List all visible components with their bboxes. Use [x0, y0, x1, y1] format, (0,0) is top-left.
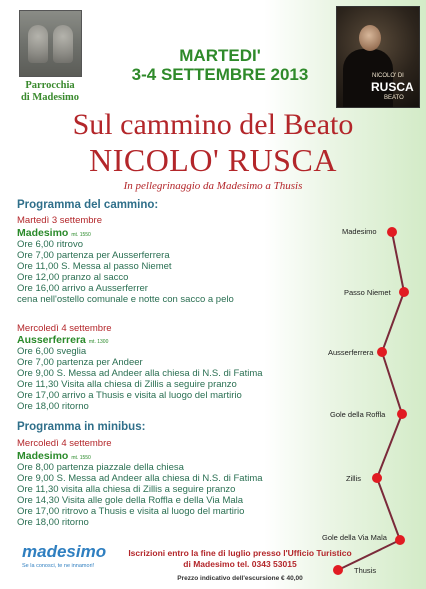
- route-stop-dot-gole-via-mala: [395, 535, 405, 545]
- schedule-item: Ore 9,00 S. Messa ad Andeer alla chiesa di N.S. di Fatima: [17, 472, 263, 484]
- walk-day1-place-name: Madesimo: [17, 227, 69, 239]
- schedule-item: Ore 11,30 visita alla chiesa di Zillis a seguire pranzo: [17, 483, 236, 495]
- route-label-madesimo: Madesimo: [342, 227, 377, 236]
- bus-altitude: mt. 1550: [71, 455, 91, 461]
- schedule-item: Ore 18,00 ritorno: [17, 400, 89, 412]
- title-line-1: Sul cammino del Beato: [72, 108, 354, 141]
- route-stop-dot-zillis: [372, 473, 382, 483]
- walk-day2-place-name: Ausserferrera: [17, 334, 86, 346]
- madesimo-logo: madesimo: [22, 542, 107, 561]
- date-range: 3-4 SETTEMBRE 2013: [131, 65, 309, 84]
- portrait-caption-small: NICOLO' DI: [372, 73, 404, 79]
- route-label-gole-via-mala: Gole della Via Mala: [322, 533, 387, 542]
- route-line: [338, 232, 404, 570]
- registration-line-1: Iscrizioni entro la fine di luglio presso l'Ufficio Turistico: [128, 548, 352, 558]
- schedule-item: Ore 14,30 Visita alle gole della Roffla e della Via Mala: [17, 494, 244, 506]
- schedule-item: Ore 18,00 ritorno: [17, 516, 89, 528]
- schedule-item: Ore 6,00 ritrovo: [17, 239, 83, 250]
- route-stop-dot-passo-niemet: [399, 287, 409, 297]
- schedule-item: Ore 17,00 ritrovo a Thusis e visita al luogo del martirio: [17, 505, 245, 517]
- schedule-item: Ore 6,00 sveglia: [17, 346, 87, 357]
- route-stop-dot-gole-roffla: [397, 409, 407, 419]
- route-stop-dot-ausserferrera: [377, 347, 387, 357]
- route-stop-dot-madesimo: [387, 227, 397, 237]
- route-label-thusis: Thusis: [354, 566, 377, 575]
- schedule-item: Ore 12,00 pranzo al sacco: [17, 271, 129, 283]
- walk-program-heading: Programma del cammino:: [17, 199, 159, 211]
- schedule-item: Ore 7,00 partenza per Ausserferrera: [17, 249, 170, 261]
- schedule-item: Ore 7,00 partenza per Andeer: [17, 356, 143, 368]
- date-weekday: MARTEDI': [179, 46, 261, 65]
- bus-date: Mercoledì 4 settembre: [17, 438, 112, 449]
- walk-day1-date: Martedì 3 settembre: [17, 215, 103, 226]
- bus-program-heading: Programma in minibus:: [17, 421, 146, 433]
- title-line-2: NICOLO' RUSCA: [89, 142, 337, 178]
- parish-line-2: di Madesimo: [20, 92, 80, 103]
- schedule-item: cena nell'ostello comunale e notte con sacco a pelo: [17, 293, 234, 305]
- route-label-ausserferrera: Ausserferrera: [328, 348, 374, 357]
- walk-day2-date: Mercoledì 4 settembre: [17, 323, 112, 334]
- portrait-caption-name: RUSCA: [371, 80, 414, 94]
- subtitle: In pellegrinaggio da Madesimo a Thusis: [123, 180, 303, 192]
- schedule-item: Ore 11,30 Visita alla chiesa di Zillis a seguire pranzo: [17, 378, 237, 390]
- registration-info: [120, 548, 360, 570]
- price-note: Prezzo indicativo dell'escursione € 40,00: [177, 575, 303, 582]
- schedule-item: Ore 11,00 S. Messa al passo Niemet: [17, 260, 172, 272]
- schedule-item: Ore 16,00 arrivo a Ausserferrer: [17, 282, 148, 294]
- bus-place-name: Madesimo: [17, 450, 69, 462]
- schedule-item: Ore 17,00 arrivo a Thusis e visita al luogo del martirio: [17, 389, 242, 401]
- portrait-caption-beato: BEATO: [384, 95, 404, 101]
- route-label-gole-roffla: Gole della Roffla: [330, 410, 386, 419]
- route-label-zillis: Zillis: [346, 474, 361, 483]
- route-label-passo-niemet: Passo Niemet: [344, 288, 391, 297]
- schedule-item: Ore 9,00 S. Messa ad Andeer alla chiesa di N.S. di Fatima: [17, 367, 263, 379]
- schedule-item: Ore 8,00 partenza piazzale della chiesa: [17, 462, 184, 473]
- walk-day1-altitude: mt. 1550: [71, 232, 91, 238]
- parish-line-1: Parrocchia: [25, 80, 75, 91]
- walk-day2-altitude: mt. 1300: [88, 339, 109, 345]
- madesimo-tagline: Se la conosci, te ne innamori!: [22, 563, 95, 569]
- registration-line-2: di Madesimo tel. 0343 53015: [183, 559, 297, 569]
